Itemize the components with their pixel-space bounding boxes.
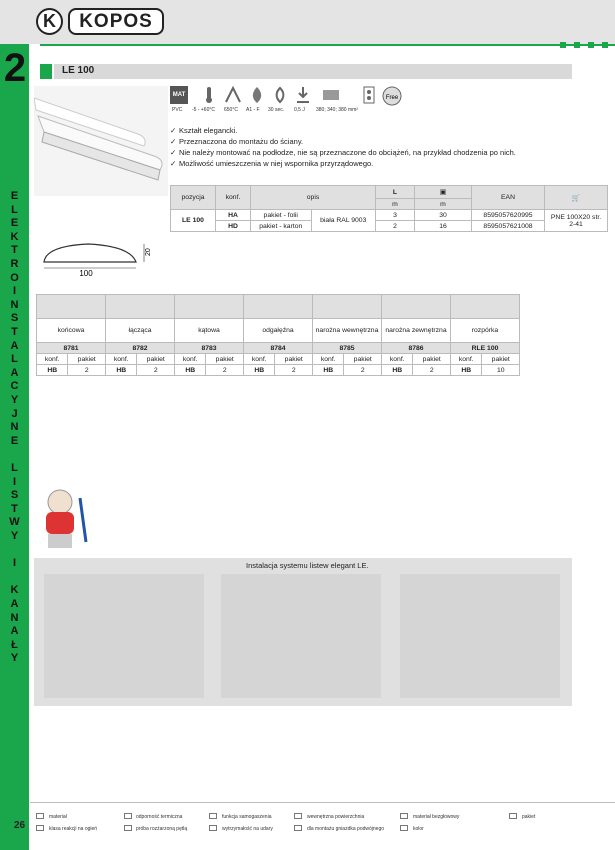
material-icon: MAT (170, 86, 188, 104)
chapter-number: 2 (3, 46, 27, 90)
icon-label: -5 - +60°C (192, 107, 215, 113)
accessory-image (37, 295, 106, 319)
glow-wire-icon (224, 86, 242, 104)
sidebar-letter: L (11, 353, 18, 366)
color-cell: biała RAL 9003 (311, 210, 376, 232)
self-extinguish-icon (209, 813, 217, 819)
title-accent (40, 64, 52, 79)
col-opis: opis (251, 186, 376, 210)
impact-icon (209, 825, 217, 831)
thermometer-icon (200, 86, 218, 104)
product-code: LE 100 (171, 210, 216, 232)
chapter-sidebar (0, 44, 29, 850)
cross-section-drawing (38, 236, 154, 278)
feature-item: ✓ Możliwość umieszczenia w niej wspornika przyrządowego. (170, 159, 374, 168)
glow-wire-icon (124, 825, 132, 831)
col-box (415, 186, 472, 199)
sidebar-letter: T (11, 326, 18, 338)
accessory-code: 8786 (382, 343, 451, 354)
width-dimension: 100 (79, 269, 93, 278)
col-length: L (376, 186, 415, 199)
accessory-name: kątowa (175, 319, 244, 343)
cart-icon: 🛒 (571, 194, 581, 202)
accessory-code: 8785 (313, 343, 382, 354)
sidebar-letter: E (10, 434, 19, 447)
fire-class-icon (36, 825, 44, 831)
sidebar-letter: Y (10, 530, 19, 542)
col-konf: konf. (216, 186, 251, 210)
halogen-free-icon (382, 86, 400, 104)
spec-table: pozycja konf. opis L ▣ EAN 🛒 m m LE 100 HA pakiet - folii biała RAL 9003 3 30 8595057620995 PNE 100X20 str. 2-41 HD pakiet - karton 2 16 8595057621008 (170, 185, 608, 232)
logo-wordmark: KOPOS (68, 8, 164, 35)
accessory-image (313, 295, 382, 319)
unit-m: m (415, 199, 472, 210)
feature-item: ✓ Kształt elegancki. (170, 126, 238, 135)
sidebar-letter: N (10, 298, 19, 311)
accessory-name: narożna wewnętrzna (313, 319, 382, 343)
fire-class-icon (248, 86, 266, 104)
installation-photos (34, 558, 572, 706)
sidebar-letter: Y (10, 652, 19, 665)
icon-label: PVC (172, 107, 183, 113)
sidebar-letter: O (10, 271, 19, 284)
accessory-name: narożna zewnętrzna (382, 319, 451, 343)
col-pozycja: pozycja (171, 186, 216, 210)
check-icon: ✓ (170, 148, 177, 157)
installation-photo (44, 574, 204, 698)
sidebar-letter: N (10, 421, 19, 434)
logo-k-mark: K (36, 8, 63, 35)
product-image (34, 86, 168, 196)
sidebar-letter: K (10, 230, 19, 243)
product-title-bar (54, 64, 572, 79)
sidebar-letter: S (10, 312, 19, 325)
inner-surface-icon (322, 86, 340, 104)
box-icon: ▣ (439, 189, 447, 196)
sidebar-letter: Y (10, 394, 19, 406)
double-socket-icon (294, 825, 302, 831)
sidebar-letter: L (11, 203, 18, 216)
mascot-image (34, 484, 94, 552)
inner-surface-icon (294, 813, 302, 819)
thermometer-icon (124, 813, 132, 819)
self-extinguish-icon (271, 86, 289, 104)
accessory-image (244, 295, 313, 319)
footer-rule (30, 802, 615, 803)
sidebar-letter: W (9, 516, 20, 529)
sidebar-letter: N (10, 611, 19, 624)
sidebar-letter: T (11, 244, 18, 257)
installation-photo (221, 574, 381, 698)
property-icons (170, 86, 402, 116)
accessory-name: łącząca (106, 319, 175, 343)
sidebar-letter: Ł (11, 638, 18, 651)
reference-cell: PNE 100X20 str. 2-41 (545, 210, 608, 232)
col-ean: EAN (472, 186, 545, 210)
package-icon (509, 813, 517, 819)
accessory-code: 8781 (37, 343, 106, 354)
accessory-code: RLE 100 (451, 343, 520, 354)
feature-item: ✓ Przeznaczona do montażu do ściany. (170, 137, 304, 146)
accessory-name: odgałęźna (244, 319, 313, 343)
check-icon: ✓ (170, 137, 177, 146)
icon-label: 30 sec. (268, 107, 285, 113)
accessory-code: 8783 (175, 343, 244, 354)
sidebar-letter: J (11, 407, 18, 420)
double-socket-icon (360, 86, 378, 104)
sidebar-letter: E (10, 217, 19, 230)
sidebar-letter: I (12, 475, 17, 488)
unit-m: m (376, 199, 415, 210)
page-number: 26 (14, 820, 26, 831)
accessory-name: końcowa (37, 319, 106, 343)
legend: materiał odporność termiczna funkcja samogaszenia wewnętrzna powierzchnia materiał bezgłowowy pakiet klasa reakcji na ogień próba rozżarzoną pętlą wytrzymałość na udary dla montażu gniazdka podwójnego kolor (36, 812, 615, 836)
svg-text:Free: Free (385, 95, 399, 101)
accessory-code: 8784 (244, 343, 313, 354)
sidebar-letter: I (12, 285, 17, 298)
product-title: LE 100 (62, 65, 95, 76)
accessory-name: rozpórka (451, 319, 520, 343)
icon-label: 0,5 J (294, 107, 305, 113)
material-icon (36, 813, 44, 819)
impact-icon (294, 86, 312, 104)
icon-label: 380; 340; 380 mm² (316, 107, 358, 113)
accessories-table: końcowa łącząca kątowa odgałęźna narożna wewnętrzna narożna zewnętrzna rozpórka 8781 8782 8783 8784 8785 8786 RLE 100 konf. pakiet konf. pakiet konf. pakiet konf. pakiet konf. pakiet konf. pakiet konf. pakiet HB 2 HB 2 HB 2 HB 2 HB 2 HB 2 HB 10 (36, 294, 520, 376)
halogen-free-icon (400, 813, 408, 819)
sidebar-letter: C (10, 380, 19, 393)
color-icon (400, 825, 408, 831)
header-rule (40, 44, 615, 46)
sidebar-letter: E (10, 190, 19, 202)
accessory-image (106, 295, 175, 319)
sidebar-letter: A (10, 366, 19, 379)
sidebar-letter: I (12, 557, 17, 570)
height-dimension: 20 (145, 248, 152, 256)
kopos-logo (36, 8, 164, 35)
accessory-code: 8782 (106, 343, 175, 354)
sidebar-letter: S (10, 489, 19, 502)
installation-caption: Instalacja systemu listew elegant LE. (246, 561, 369, 570)
feature-list (170, 125, 590, 169)
sidebar-letter: K (10, 584, 19, 597)
accessory-image (382, 295, 451, 319)
accessory-image (175, 295, 244, 319)
col-cart (545, 186, 608, 210)
check-icon: ✓ (170, 126, 177, 135)
sidebar-letter: R (10, 258, 19, 270)
sidebar-letter: L (11, 462, 18, 474)
installation-photo (400, 574, 560, 698)
sidebar-letter: A (10, 598, 19, 610)
feature-item: ✓ Nie należy montować na podłodze, nie są przeznaczone do obciążeń, na przykład chodzenia po nich. (170, 148, 516, 157)
sidebar-letter: T (11, 502, 18, 515)
icon-label: 650°C (224, 107, 238, 113)
sidebar-letter: A (10, 339, 19, 352)
accessory-image (451, 295, 520, 319)
check-icon: ✓ (170, 159, 177, 168)
icon-label: A1 - F (246, 107, 260, 113)
sidebar-letter: A (10, 625, 19, 638)
